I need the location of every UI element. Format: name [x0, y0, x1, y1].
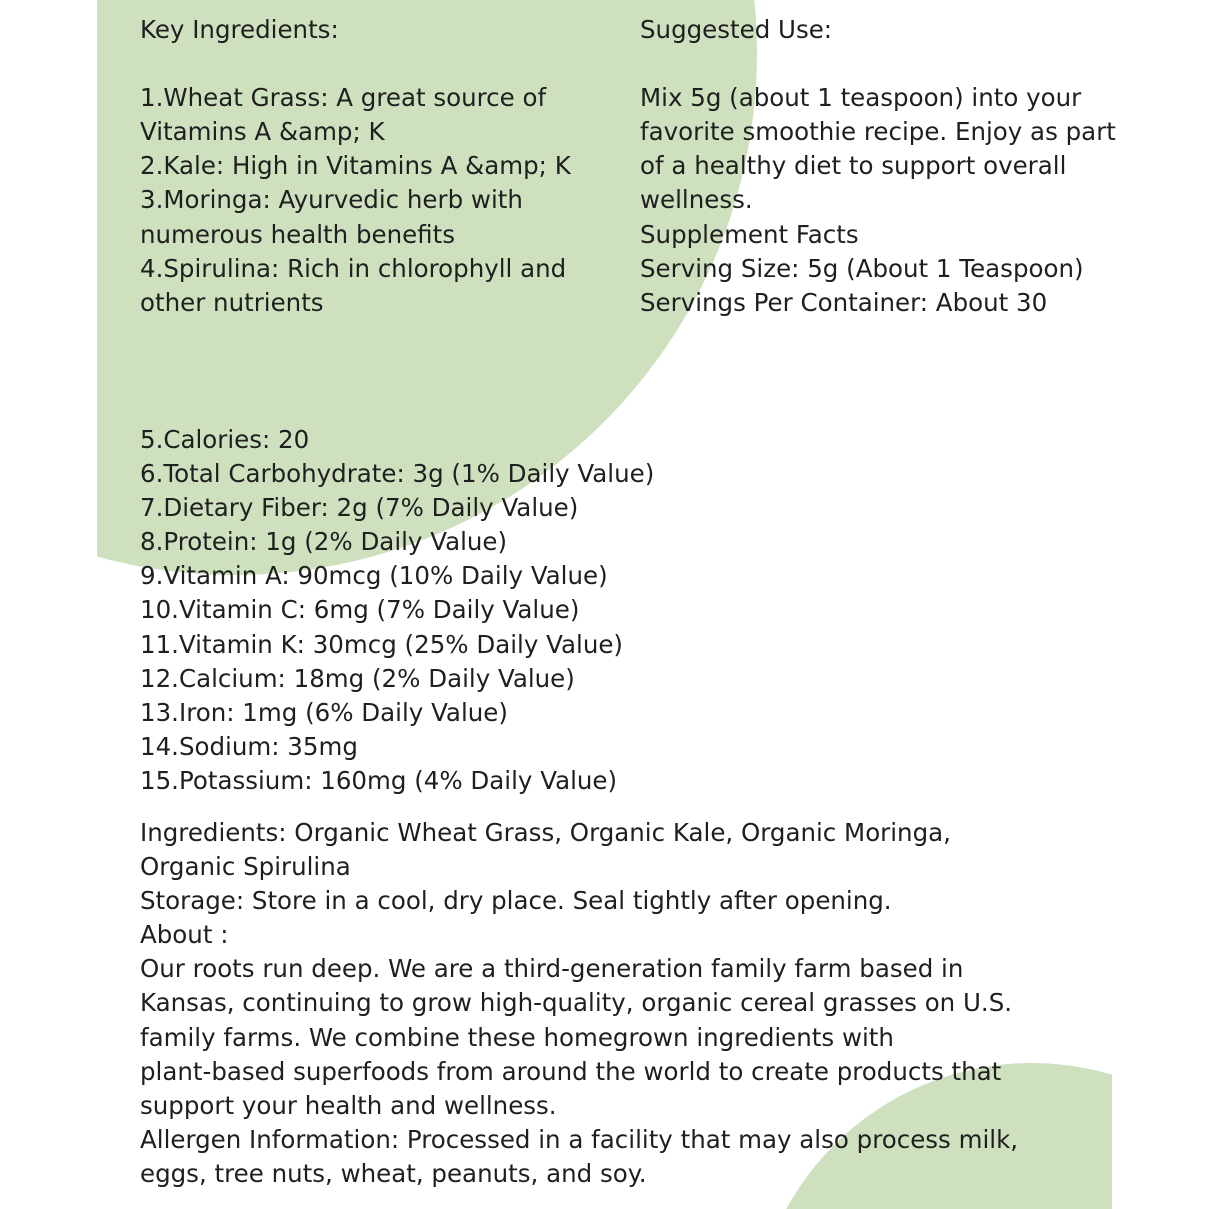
about-line: plant-based superfoods from around the world to create products that [140, 1056, 1002, 1086]
suggested-use-line: wellness. [640, 185, 753, 215]
key-ingredients-section [140, 13, 571, 320]
product-info-section [140, 816, 1018, 1191]
nutrition-fact: 5.Calories: 20 [140, 425, 310, 454]
ingredient-line: 2.Kale: High in Vitamins A &amp; K [140, 151, 571, 181]
suggested-use-section [640, 13, 1116, 320]
nutrition-fact: 12.Calcium: 18mg (2% Daily Value) [140, 663, 575, 693]
nutrition-fact: 8.Protein: 1g (2% Daily Value) [140, 527, 508, 557]
ingredient-line: Vitamins A &amp; K [140, 117, 385, 147]
about-line: Kansas, continuing to grow high-quality, organic cereal grasses on U.S. [140, 988, 1013, 1018]
servings-per-container: Servings Per Container: About 30 [640, 287, 1048, 317]
about-line: support your health and wellness. [140, 1090, 557, 1120]
nutrition-fact: 6.Total Carbohydrate: 3g (1% Daily Value) [140, 459, 655, 489]
nutrition-fact: 13.Iron: 1mg (6% Daily Value) [140, 697, 508, 727]
suggested-use-heading: Suggested Use: [640, 15, 833, 44]
nutrition-fact: 9.Vitamin A: 90mcg (10% Daily Value) [140, 561, 608, 591]
about-line: family farms. We combine these homegrown ingredients with [140, 1022, 894, 1052]
nutrition-fact: 11.Vitamin K: 30mcg (25% Daily Value) [140, 629, 623, 659]
ingredient-line: numerous health benefits [140, 219, 455, 249]
key-ingredients-heading: Key Ingredients: [140, 15, 339, 44]
suggested-use-line: of a healthy diet to support overall [640, 151, 1067, 181]
ingredient-line: 4.Spirulina: Rich in chlorophyll and [140, 253, 567, 283]
supplement-facts-title: Supplement Facts [640, 219, 859, 249]
nutrition-fact: 15.Potassium: 160mg (4% Daily Value) [140, 765, 618, 795]
about-heading: About : [140, 920, 229, 950]
allergen-line: eggs, tree nuts, wheat, peanuts, and soy. [140, 1158, 647, 1188]
nutrition-facts-list [140, 423, 654, 798]
suggested-use-line: Mix 5g (about 1 teaspoon) into your [640, 83, 1082, 113]
ingredient-line: 1.Wheat Grass: A great source of [140, 83, 547, 113]
spacer [140, 47, 571, 81]
nutrition-fact: 7.Dietary Fiber: 2g (7% Daily Value) [140, 493, 579, 523]
suggested-use-line: favorite smoothie recipe. Enjoy as part [640, 117, 1116, 147]
ingredients-line: Ingredients: Organic Wheat Grass, Organic Kale, Organic Moringa, [140, 818, 951, 847]
storage-line: Storage: Store in a cool, dry place. Seal tightly after opening. [140, 886, 892, 916]
nutrition-fact: 14.Sodium: 35mg [140, 731, 358, 761]
ingredients-line: Organic Spirulina [140, 852, 351, 882]
ingredient-line: other nutrients [140, 287, 324, 317]
allergen-line: Allergen Information: Processed in a facility that may also process milk, [140, 1124, 1019, 1154]
about-line: Our roots run deep. We are a third-generation family farm based in [140, 954, 964, 984]
serving-size: Serving Size: 5g (About 1 Teaspoon) [640, 253, 1084, 283]
ingredient-line: 3.Moringa: Ayurvedic herb with [140, 185, 523, 215]
spacer [640, 47, 1116, 81]
nutrition-fact: 10.Vitamin C: 6mg (7% Daily Value) [140, 595, 580, 625]
